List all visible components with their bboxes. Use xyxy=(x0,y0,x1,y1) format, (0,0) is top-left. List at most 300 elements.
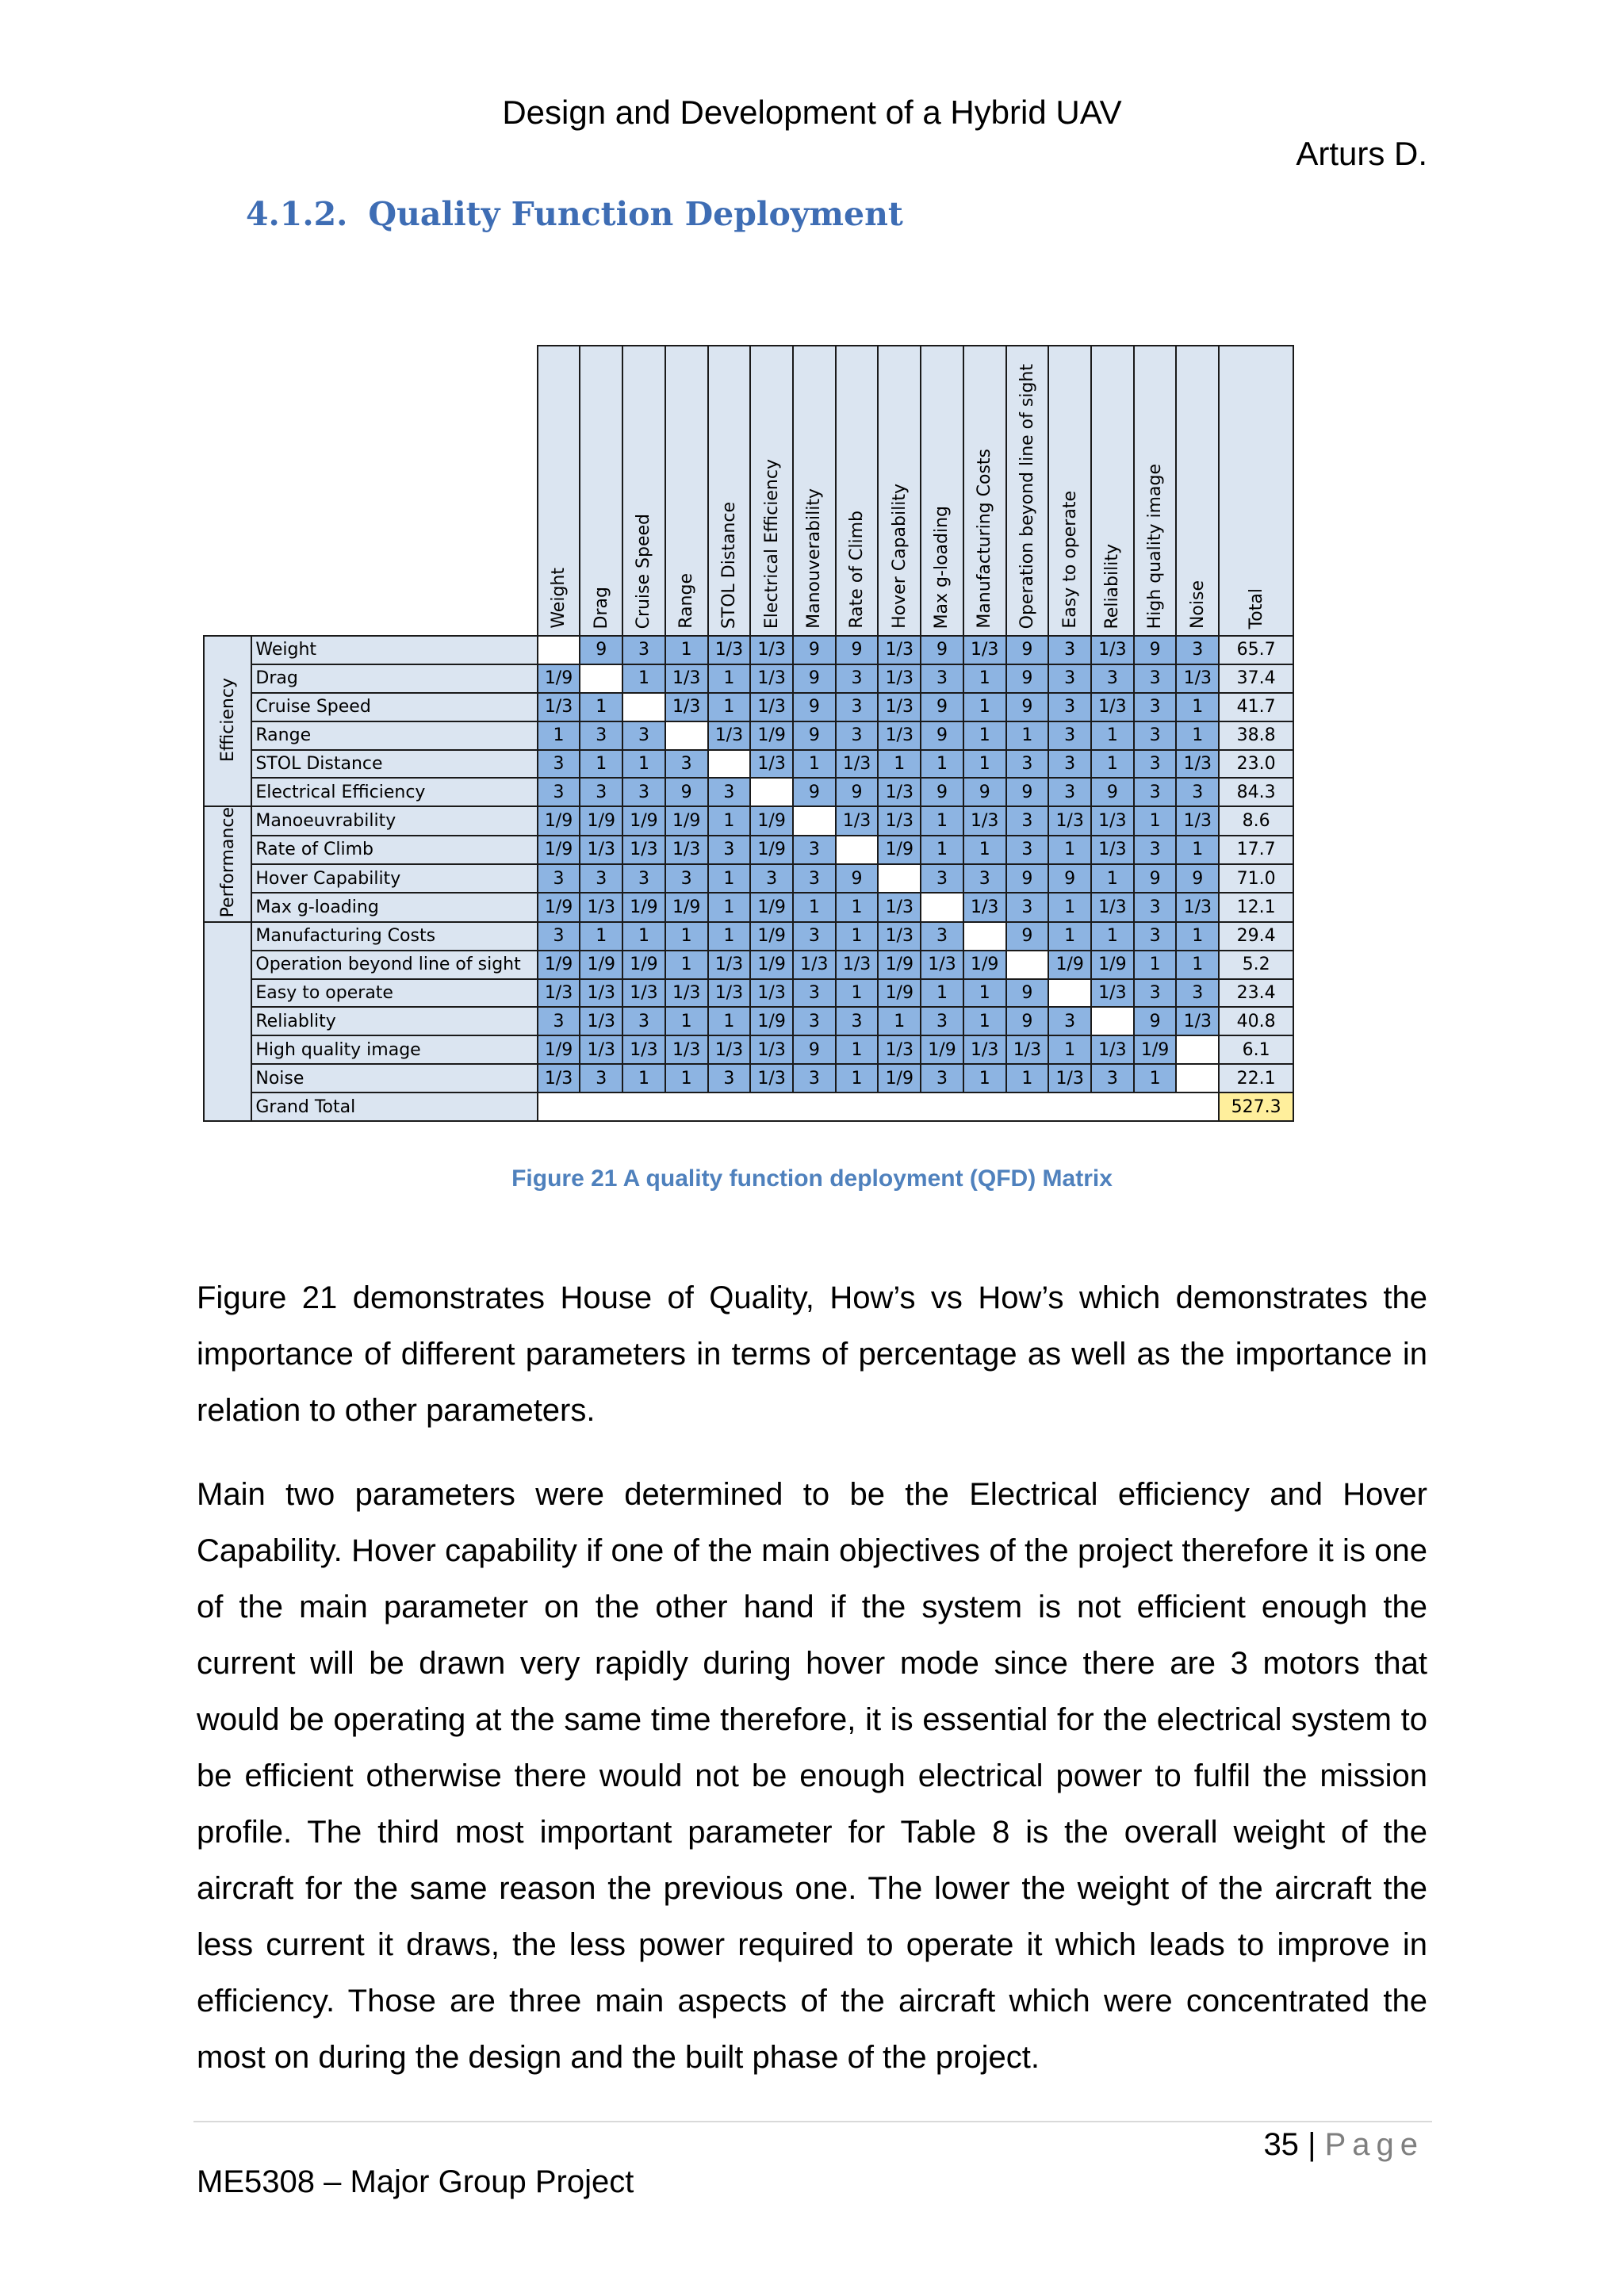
matrix-cell: 1/9 xyxy=(878,1064,921,1093)
column-header xyxy=(1006,346,1049,636)
matrix-cell: 3 xyxy=(622,778,665,806)
row-group-label xyxy=(204,922,251,1121)
table-row xyxy=(204,806,1293,835)
matrix-cell: 3 xyxy=(538,864,580,893)
matrix-cell: 1 xyxy=(665,1064,708,1093)
matrix-cell: 1/3 xyxy=(750,664,793,693)
matrix-cell: 9 xyxy=(1006,979,1049,1008)
matrix-cell: 1 xyxy=(665,922,708,951)
matrix-cell: 1/3 xyxy=(665,979,708,1008)
matrix-cell: 3 xyxy=(622,864,665,893)
matrix-cell: 1/3 xyxy=(538,979,580,1008)
matrix-cell: 1/9 xyxy=(750,922,793,951)
matrix-cell: 3 xyxy=(921,1064,963,1093)
matrix-cell xyxy=(878,864,921,893)
matrix-cell xyxy=(921,893,963,921)
matrix-cell: 1 xyxy=(1176,951,1219,979)
row-label: Max g-loading xyxy=(251,893,537,921)
matrix-cell xyxy=(963,922,1006,951)
table-row xyxy=(204,778,1293,806)
matrix-cell: 3 xyxy=(1048,693,1091,721)
matrix-cell: 9 xyxy=(836,636,879,664)
matrix-cell: 1/3 xyxy=(1176,1007,1219,1035)
matrix-cell: 9 xyxy=(836,778,879,806)
column-header xyxy=(1134,346,1177,636)
grand-total-row xyxy=(204,1093,1293,1121)
matrix-cell: 3 xyxy=(1134,664,1177,693)
matrix-cell: 1/9 xyxy=(1091,951,1134,979)
matrix-cell: 3 xyxy=(538,778,580,806)
matrix-cell: 3 xyxy=(1048,778,1091,806)
row-total: 8.6 xyxy=(1219,806,1293,835)
matrix-cell: 3 xyxy=(1134,778,1177,806)
matrix-cell xyxy=(1176,1064,1219,1093)
matrix-cell: 9 xyxy=(921,778,963,806)
column-header-label: High quality image xyxy=(1145,463,1166,629)
matrix-cell: 1 xyxy=(793,893,836,921)
column-header xyxy=(1176,346,1219,636)
table-row xyxy=(204,922,1293,951)
matrix-cell: 3 xyxy=(1048,721,1091,750)
paragraph-2: Main two parameters were determined to be the Electrical efficiency and Hover Capability. Hover capability if one of the main objectives of the project therefore it is one of the main parameter on the other hand if the system is not efficient enough the current will be drawn very rapidly during hover mode since there are 3 motors that would be operating at the same time therefore, it is essential for the electrical system to be efficient otherwise there would not be enough electrical power to fulfil the mission profile. The third most important parameter for Table 8 is the overall weight of the aircraft for the same reason the previous one. The lower the weight of the aircraft the less current it draws, the less power required to operate it which leads to improve in efficiency. Those are three main aspects of the aircraft which were concentrated the most on during the design and the built phase of the project. xyxy=(197,1477,1427,2075)
matrix-cell: 1/3 xyxy=(1091,693,1134,721)
matrix-cell: 3 xyxy=(1006,893,1049,921)
row-label: Electrical Efficiency xyxy=(251,778,537,806)
matrix-cell: 1 xyxy=(708,864,751,893)
matrix-cell: 1/3 xyxy=(1006,1035,1049,1064)
matrix-cell xyxy=(665,721,708,750)
matrix-cell: 3 xyxy=(1176,979,1219,1008)
matrix-cell: 3 xyxy=(1048,636,1091,664)
matrix-cell: 1/3 xyxy=(1091,893,1134,921)
matrix-cell: 1/3 xyxy=(580,893,622,921)
row-total: 29.4 xyxy=(1219,922,1293,951)
row-label: STOL Distance xyxy=(251,750,537,779)
column-header-label: Easy to operate xyxy=(1059,491,1080,629)
matrix-cell: 1 xyxy=(836,922,879,951)
column-header xyxy=(1091,346,1134,636)
matrix-cell: 3 xyxy=(921,664,963,693)
matrix-cell: 1 xyxy=(1006,721,1049,750)
table-row xyxy=(204,1035,1293,1064)
matrix-cell: 1/3 xyxy=(1091,1035,1134,1064)
matrix-cell: 1/3 xyxy=(836,806,879,835)
matrix-cell: 1/3 xyxy=(538,1064,580,1093)
matrix-cell: 1 xyxy=(1091,721,1134,750)
page-number-value: 35 xyxy=(1263,2127,1299,2162)
matrix-cell: 1/3 xyxy=(878,693,921,721)
matrix-cell xyxy=(708,750,751,779)
matrix-cell: 1 xyxy=(580,922,622,951)
matrix-cell: 1 xyxy=(708,1007,751,1035)
table-row xyxy=(204,693,1293,721)
row-total: 65.7 xyxy=(1219,636,1293,664)
matrix-cell: 9 xyxy=(1006,778,1049,806)
column-header xyxy=(580,346,622,636)
matrix-cell: 9 xyxy=(1006,922,1049,951)
row-total: 17.7 xyxy=(1219,836,1293,864)
row-label: Easy to operate xyxy=(251,979,537,1008)
matrix-cell: 1 xyxy=(1176,836,1219,864)
section-number: 4.1.2. xyxy=(246,195,348,233)
matrix-cell: 3 xyxy=(793,864,836,893)
matrix-cell: 3 xyxy=(1134,693,1177,721)
matrix-cell: 1/3 xyxy=(1176,750,1219,779)
matrix-cell: 1/3 xyxy=(878,893,921,921)
matrix-cell: 1/3 xyxy=(708,979,751,1008)
matrix-cell: 1 xyxy=(708,922,751,951)
matrix-cell: 1/3 xyxy=(665,1035,708,1064)
matrix-cell: 3 xyxy=(793,1007,836,1035)
matrix-cell: 1/9 xyxy=(963,951,1006,979)
matrix-cell: 1 xyxy=(1176,922,1219,951)
matrix-cell: 9 xyxy=(1006,664,1049,693)
matrix-cell: 1/3 xyxy=(708,1035,751,1064)
matrix-cell: 1/3 xyxy=(1048,1064,1091,1093)
matrix-cell: 9 xyxy=(793,693,836,721)
matrix-cell: 1 xyxy=(665,1007,708,1035)
matrix-cell: 1/3 xyxy=(878,636,921,664)
column-header-label: Total xyxy=(1246,587,1266,629)
row-label: Manoeuvrability xyxy=(251,806,537,835)
row-group-label xyxy=(204,806,251,921)
page-label: Page xyxy=(1324,2127,1424,2162)
grand-total-label: Grand Total xyxy=(251,1093,537,1121)
matrix-cell: 1/3 xyxy=(878,806,921,835)
matrix-cell: 9 xyxy=(793,721,836,750)
matrix-cell: 1 xyxy=(1134,1064,1177,1093)
matrix-cell: 9 xyxy=(793,778,836,806)
matrix-cell: 1 xyxy=(580,693,622,721)
row-label: Manufacturing Costs xyxy=(251,922,537,951)
matrix-cell: 1/3 xyxy=(1091,806,1134,835)
matrix-cell: 9 xyxy=(836,864,879,893)
matrix-cell: 1 xyxy=(963,1064,1006,1093)
matrix-cell: 1/3 xyxy=(622,979,665,1008)
matrix-cell: 1/9 xyxy=(538,806,580,835)
column-header xyxy=(750,346,793,636)
matrix-cell: 1/3 xyxy=(708,721,751,750)
matrix-cell: 1/3 xyxy=(665,836,708,864)
matrix-cell: 3 xyxy=(708,1064,751,1093)
matrix-cell: 1 xyxy=(1048,893,1091,921)
matrix-cell: 1/9 xyxy=(750,1007,793,1035)
matrix-cell: 1 xyxy=(708,693,751,721)
matrix-cell: 1/3 xyxy=(750,1064,793,1093)
matrix-cell: 1/9 xyxy=(921,1035,963,1064)
matrix-cell: 1/3 xyxy=(622,1035,665,1064)
column-header-label: Electrical Efficiency xyxy=(761,458,782,629)
column-header-label: Noise xyxy=(1187,580,1208,629)
matrix-cell: 9 xyxy=(793,664,836,693)
section-heading xyxy=(246,195,903,233)
column-header xyxy=(963,346,1006,636)
matrix-cell: 1/3 xyxy=(878,778,921,806)
matrix-cell: 1 xyxy=(963,1007,1006,1035)
row-total: 71.0 xyxy=(1219,864,1293,893)
matrix-cell: 3 xyxy=(1176,636,1219,664)
matrix-cell xyxy=(793,806,836,835)
matrix-cell: 1 xyxy=(708,893,751,921)
matrix-cell: 1 xyxy=(793,750,836,779)
matrix-cell: 1/3 xyxy=(1091,979,1134,1008)
matrix-cell: 3 xyxy=(538,922,580,951)
matrix-cell: 3 xyxy=(708,778,751,806)
matrix-cell: 1 xyxy=(622,922,665,951)
matrix-cell: 1 xyxy=(1176,693,1219,721)
matrix-cell: 3 xyxy=(836,664,879,693)
matrix-cell: 1/3 xyxy=(878,1035,921,1064)
table-row xyxy=(204,636,1293,664)
row-label: Rate of Climb xyxy=(251,836,537,864)
page-number xyxy=(1263,2127,1424,2163)
matrix-cell: 1/9 xyxy=(750,951,793,979)
matrix-cell: 9 xyxy=(1134,1007,1177,1035)
matrix-cell: 9 xyxy=(580,636,622,664)
column-header-label: Hover Capability xyxy=(889,484,910,629)
column-header xyxy=(1048,346,1091,636)
table-row xyxy=(204,836,1293,864)
matrix-cell xyxy=(580,664,622,693)
matrix-cell: 3 xyxy=(1048,750,1091,779)
matrix-cell: 1/9 xyxy=(750,893,793,921)
matrix-cell: 3 xyxy=(1006,750,1049,779)
matrix-cell: 3 xyxy=(921,922,963,951)
matrix-cell xyxy=(622,693,665,721)
matrix-cell xyxy=(1176,1035,1219,1064)
matrix-cell: 1/3 xyxy=(750,750,793,779)
matrix-cell: 1/3 xyxy=(1176,664,1219,693)
matrix-cell: 1 xyxy=(580,750,622,779)
matrix-cell: 1/3 xyxy=(708,636,751,664)
matrix-cell: 3 xyxy=(1134,721,1177,750)
matrix-cell: 1/9 xyxy=(538,893,580,921)
matrix-cell: 1 xyxy=(963,721,1006,750)
matrix-cell xyxy=(1091,1007,1134,1035)
row-group-label xyxy=(204,636,251,806)
table-row xyxy=(204,750,1293,779)
matrix-cell: 1/3 xyxy=(750,636,793,664)
matrix-cell: 3 xyxy=(1134,836,1177,864)
matrix-cell: 1/9 xyxy=(580,806,622,835)
row-label: Cruise Speed xyxy=(251,693,537,721)
table-row xyxy=(204,721,1293,750)
matrix-cell: 1 xyxy=(1134,806,1177,835)
column-header-label: Weight xyxy=(549,568,569,629)
table-row xyxy=(204,664,1293,693)
matrix-cell: 1/9 xyxy=(1134,1035,1177,1064)
matrix-cell: 3 xyxy=(793,922,836,951)
row-label: High quality image xyxy=(251,1035,537,1064)
row-total: 84.3 xyxy=(1219,778,1293,806)
matrix-cell: 1 xyxy=(622,664,665,693)
matrix-cell: 1/3 xyxy=(963,636,1006,664)
column-header xyxy=(793,346,836,636)
matrix-cell: 1/3 xyxy=(878,664,921,693)
column-header-label: Reliability xyxy=(1102,543,1123,629)
matrix-cell: 3 xyxy=(1006,806,1049,835)
matrix-cell: 1 xyxy=(538,721,580,750)
matrix-cell: 1/3 xyxy=(750,979,793,1008)
column-header xyxy=(708,346,751,636)
matrix-cell: 1/3 xyxy=(1176,806,1219,835)
matrix-cell: 3 xyxy=(1134,922,1177,951)
matrix-cell: 9 xyxy=(921,721,963,750)
course-name: ME5308 – Major Group Project xyxy=(197,2164,634,2199)
matrix-cell: 3 xyxy=(793,979,836,1008)
matrix-cell: 3 xyxy=(1091,664,1134,693)
matrix-cell: 1 xyxy=(665,951,708,979)
matrix-cell: 1 xyxy=(1048,922,1091,951)
matrix-cell: 9 xyxy=(1134,636,1177,664)
column-header-label: STOL Distance xyxy=(718,501,739,629)
matrix-cell: 9 xyxy=(1048,864,1091,893)
row-label: Hover Capability xyxy=(251,864,537,893)
matrix-cell: 3 xyxy=(921,1007,963,1035)
matrix-cell: 1/9 xyxy=(878,979,921,1008)
matrix-cell: 1/3 xyxy=(622,836,665,864)
column-header xyxy=(665,346,708,636)
matrix-cell: 3 xyxy=(1134,979,1177,1008)
row-group-text: Performance xyxy=(217,807,238,918)
qfd-matrix xyxy=(203,345,1294,1122)
column-header xyxy=(1219,346,1293,636)
matrix-cell: 1/3 xyxy=(836,951,879,979)
matrix-cell: 1/9 xyxy=(622,893,665,921)
column-header-label: Operation beyond line of sight xyxy=(1017,363,1037,629)
table-row xyxy=(204,1007,1293,1035)
matrix-cell: 1/3 xyxy=(580,836,622,864)
matrix-cell: 3 xyxy=(665,750,708,779)
matrix-cell: 9 xyxy=(1091,778,1134,806)
matrix-cell: 1/3 xyxy=(963,806,1006,835)
matrix-cell: 9 xyxy=(793,1035,836,1064)
section-title: Quality Function Deployment xyxy=(368,195,903,233)
footer-divider xyxy=(193,2121,1432,2122)
matrix-cell: 3 xyxy=(1048,1007,1091,1035)
matrix-cell: 1 xyxy=(622,750,665,779)
matrix-cell: 1 xyxy=(1176,721,1219,750)
matrix-cell: 1/9 xyxy=(580,951,622,979)
matrix-cell: 1 xyxy=(1091,864,1134,893)
matrix-cell: 1/3 xyxy=(878,922,921,951)
matrix-cell: 1/3 xyxy=(708,951,751,979)
qfd-table xyxy=(203,345,1294,1122)
matrix-cell: 3 xyxy=(1134,750,1177,779)
row-label: Drag xyxy=(251,664,537,693)
matrix-cell: 9 xyxy=(1134,864,1177,893)
matrix-cell: 9 xyxy=(1176,864,1219,893)
matrix-cell: 3 xyxy=(622,636,665,664)
matrix-cell: 3 xyxy=(836,1007,879,1035)
matrix-cell: 3 xyxy=(1048,664,1091,693)
column-header xyxy=(878,346,921,636)
column-header-label: Manouverability xyxy=(804,488,825,629)
matrix-cell: 1 xyxy=(836,1064,879,1093)
column-header-label: Cruise Speed xyxy=(634,513,654,629)
matrix-cell: 1 xyxy=(878,1007,921,1035)
matrix-cell: 1 xyxy=(1006,1064,1049,1093)
matrix-cell: 1/3 xyxy=(793,951,836,979)
matrix-cell: 9 xyxy=(921,693,963,721)
table-row xyxy=(204,1064,1293,1093)
matrix-cell: 1/3 xyxy=(1176,893,1219,921)
matrix-cell: 1/3 xyxy=(963,1035,1006,1064)
matrix-cell: 1/9 xyxy=(750,836,793,864)
column-header-label: Drag xyxy=(591,586,611,629)
matrix-cell: 1 xyxy=(622,1064,665,1093)
column-header-label: Rate of Climb xyxy=(847,511,868,629)
matrix-cell: 3 xyxy=(538,1007,580,1035)
matrix-cell: 3 xyxy=(750,864,793,893)
matrix-cell: 3 xyxy=(580,864,622,893)
matrix-cell: 3 xyxy=(836,721,879,750)
matrix-cell: 1 xyxy=(878,750,921,779)
author-name: Arturs D. xyxy=(1296,135,1427,172)
matrix-cell: 1/3 xyxy=(1091,836,1134,864)
row-label: Range xyxy=(251,721,537,750)
matrix-cell: 1/9 xyxy=(538,664,580,693)
matrix-cell: 3 xyxy=(921,864,963,893)
matrix-cell: 1 xyxy=(963,664,1006,693)
matrix-cell: 3 xyxy=(1091,1064,1134,1093)
matrix-cell xyxy=(750,778,793,806)
row-total: 12.1 xyxy=(1219,893,1293,921)
matrix-cell: 3 xyxy=(836,693,879,721)
matrix-cell: 3 xyxy=(1006,836,1049,864)
matrix-cell: 1/3 xyxy=(580,979,622,1008)
row-total: 41.7 xyxy=(1219,693,1293,721)
matrix-cell: 3 xyxy=(665,864,708,893)
row-total: 22.1 xyxy=(1219,1064,1293,1093)
matrix-cell: 1 xyxy=(963,836,1006,864)
matrix-cell: 1/9 xyxy=(878,836,921,864)
matrix-cell: 1/3 xyxy=(836,750,879,779)
matrix-cell: 1/3 xyxy=(1048,806,1091,835)
figure-caption: Figure 21 A quality function deployment (QFD) Matrix xyxy=(511,1165,1113,1192)
matrix-cell: 1/9 xyxy=(622,806,665,835)
matrix-cell: 9 xyxy=(793,636,836,664)
matrix-cell: 1/3 xyxy=(921,951,963,979)
matrix-corner xyxy=(204,346,538,636)
matrix-cell: 1 xyxy=(836,893,879,921)
table-row xyxy=(204,951,1293,979)
matrix-cell: 9 xyxy=(1006,864,1049,893)
matrix-cell xyxy=(538,636,580,664)
row-total: 5.2 xyxy=(1219,951,1293,979)
matrix-cell: 1/3 xyxy=(665,664,708,693)
matrix-cell: 3 xyxy=(580,1064,622,1093)
matrix-cell: 3 xyxy=(708,836,751,864)
column-header xyxy=(836,346,879,636)
matrix-cell xyxy=(1048,979,1091,1008)
grand-total-spacer xyxy=(538,1093,1220,1121)
matrix-cell: 1 xyxy=(1048,836,1091,864)
matrix-cell: 3 xyxy=(793,1064,836,1093)
matrix-cell: 3 xyxy=(793,836,836,864)
matrix-cell: 3 xyxy=(622,721,665,750)
matrix-cell: 1 xyxy=(963,750,1006,779)
matrix-cell: 9 xyxy=(1006,693,1049,721)
matrix-cell: 1 xyxy=(1048,1035,1091,1064)
row-label: Noise xyxy=(251,1064,537,1093)
matrix-cell: 1/9 xyxy=(750,806,793,835)
row-label: Reliablity xyxy=(251,1007,537,1035)
matrix-cell: 1 xyxy=(1091,750,1134,779)
matrix-cell: 3 xyxy=(1134,893,1177,921)
column-header xyxy=(921,346,963,636)
matrix-cell: 1/3 xyxy=(750,693,793,721)
